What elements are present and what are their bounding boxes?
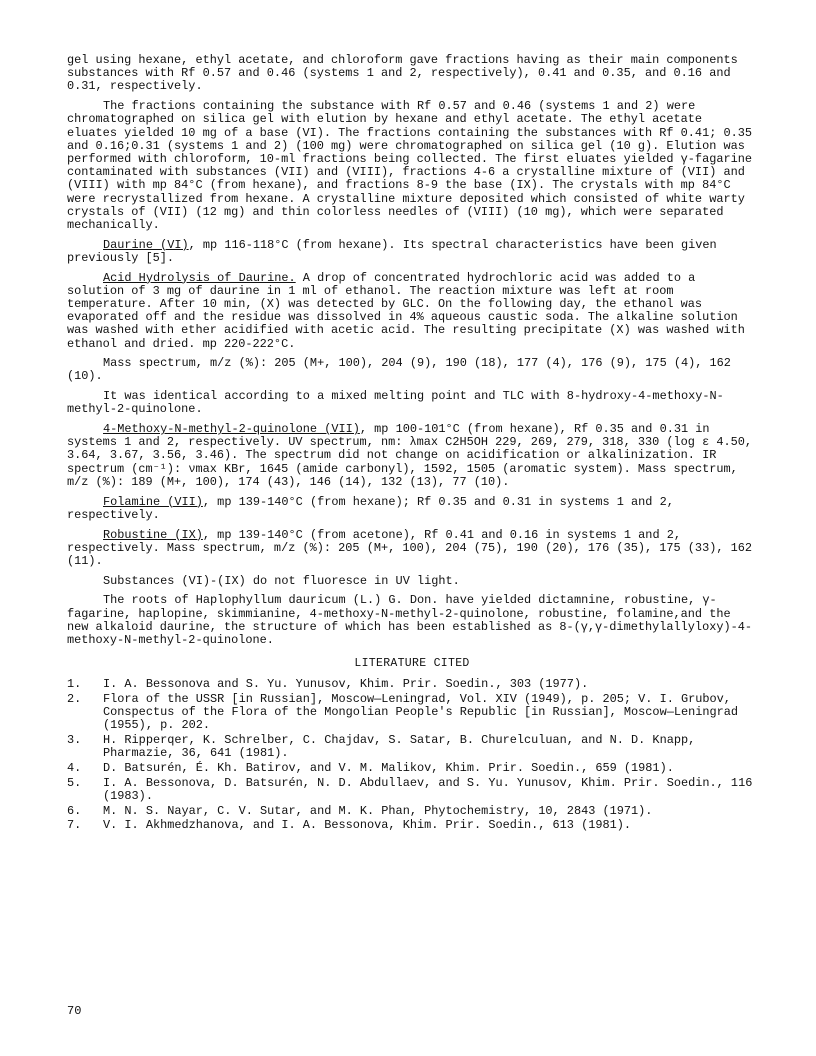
paragraph-text: , mp 139-140°C (from acetone), Rf 0.41 and 0.16 in systems 1 and 2, respectively. Mass spectrum, m/z (%): 205 (M+, 100), 204 (75), 190 (20), 176 (35), 175 (33), 162 (11). [67, 527, 753, 568]
reference-item [67, 819, 757, 832]
reference-number: 6. [67, 803, 82, 818]
reference-item [67, 734, 757, 760]
reference-item [67, 805, 757, 818]
reference-item [67, 762, 757, 775]
paragraph: gel using hexane, ethyl acetate, and chloroform gave fractions having as their main components substances with Rf 0.57 and 0.46 (systems 1 and 2, respectively), 0.41 and 0.35, and 0.16 and 0.31, respectively. [67, 53, 738, 94]
reference-number: 5. [67, 775, 82, 790]
section-heading: Acid Hydrolysis of Daurine. [103, 270, 296, 285]
paragraph: Mass spectrum, m/z (%): 205 (M+, 100), 204 (9), 190 (18), 177 (4), 176 (9), 175 (4), 162 (10). [67, 356, 731, 384]
compound-heading: Robustine (IX) [103, 527, 203, 542]
reference-text: H. Ripperqer, K. Schrelber, C. Chajdav, S. Satar, B. Churelculuan, and N. D. Knapp, Pharmazie, 36, 641 (1981). [103, 733, 696, 761]
reference-number: 3. [67, 733, 82, 748]
reference-text: Flora of the USSR [in Russian], Moscow—Leningrad, Vol. XIV (1949), p. 205; V. I. Grubov, Conspectus of the Flora of the Mongolian People's Republic [in Russian], Moscow—Leningrad (1955), p. 202. [103, 692, 739, 733]
reference-number: 2. [67, 692, 82, 707]
reference-list [67, 678, 757, 832]
compound-heading: Folamine (VII) [103, 494, 203, 509]
reference-number: 7. [67, 818, 82, 833]
reference-text: V. I. Akhmedzhanova, and I. A. Bessonova, Khim. Prir. Soedin., 613 (1981). [103, 818, 632, 833]
reference-item [67, 693, 757, 733]
reference-item [67, 678, 757, 691]
paragraph: The fractions containing the substance with Rf 0.57 and 0.46 (systems 1 and 2) were chromatographed on silica gel with elution by hexane and ethyl acetate. The ethyl acetate eluates yielded 10 mg of a base (VI). The fractions containing the substances with Rf 0.41; 0.35 and 0.16;0.31 (systems 1 and 2) (100 mg) were chromatographed on silica gel (10 g). Elution was performed with chloroform, 10-ml fractions being collected. The first eluates yielded γ-fagarine contaminated with substances (VII) and (VIII), fractions 4-6 a crystalline mixture of (VII) and (VIII) with mp 84°C (from hexane), and fractions 8-9 the base (IX). The crystals with mp 84°C were recrystallized from hexane. A crystalline mixture deposited which consisted of white warty crystals of (VII) (12 mg) and thin colorless needles of (VIII) (10 mg), which were separated mechanically. [67, 99, 753, 232]
reference-text: D. Batsurén, É. Kh. Batirov, and V. M. Malikov, Khim. Prir. Soedin., 659 (1981). [103, 761, 674, 776]
references-heading: LITERATURE CITED [354, 657, 470, 671]
reference-item [67, 777, 757, 803]
paragraph: Substances (VI)-(IX) do not fluoresce in UV light. [103, 573, 460, 588]
reference-text: I. A. Bessonova, D. Batsurén, N. D. Abdullaev, and S. Yu. Yunusov, Khim. Prir. Soedin., 116 (1983). [103, 775, 753, 803]
paragraph [67, 529, 757, 569]
reference-text: M. N. S. Nayar, C. V. Sutar, and M. K. Phan, Phytochemistry, 10, 2843 (1971). [103, 803, 653, 818]
reference-number: 1. [67, 677, 82, 692]
compound-heading: Daurine (VI) [103, 237, 189, 252]
reference-number: 4. [67, 761, 82, 776]
paragraph: It was identical according to a mixed melting point and TLC with 8-hydroxy-4-methoxy-N-methyl-2-quinolone. [67, 389, 724, 417]
compound-heading: 4-Methoxy-N-methyl-2-quinolone (VII) [103, 422, 360, 437]
paragraph-text: , mp 100-101°C (from hexane), Rf 0.35 and 0.31 in systems 1 and 2, respectively. UV spectrum, nm: λmax C2H5OH 229, 269, 279, 318, 330 (log ε 4.50, 3.64, 3.67, 3.56, 3.46). The spectrum did not change on acidification or alkalinization. IR spectrum (cm⁻¹): νmax KBr, 1645 (amide carbonyl), 1592, 1505 (aromatic system). Mass spectrum, m/z (%): 189 (M+, 100), 174 (43), 146 (14), 132 (13), 77 (10). [67, 422, 753, 489]
paragraph [67, 239, 757, 265]
paragraph-text: , mp 139-140°C (from hexane); Rf 0.35 and 0.31 in systems 1 and 2, respectively. [67, 494, 674, 522]
paragraph-text: , mp 116-118°C (from hexane). Its spectral characteristics have been given previously [5]. [67, 237, 717, 265]
paragraph [67, 423, 757, 489]
paragraph-text: A drop of concentrated hydrochloric acid was added to a solution of 3 mg of daurine in 1 ml of ethanol. The reaction mixture was left at room temperature. After 10 min, (X) was detected by GLC. On the following day, the ethanol was evaporated off and the residue was dissolved in 4% aqueous caustic soda. The alkaline solution was washed with ether acidified with acetic acid. The resulting precipitate (X) was washed with ethanol and dried. mp 220-222°C. [67, 270, 745, 351]
paragraph: The roots of Haplophyllum dauricum (L.) G. Don. have yielded dictamnine, robustine, γ-fagarine, haplopine, skimmianine, 4-methoxy-N-methyl-2-quinolone, robustine, folamine,and the new alkaloid daurine, the structure of which has been established as 8-(γ,γ-dimethylallyloxy)-4-methoxy-N-methyl-2-quinolone. [67, 593, 753, 647]
page-number: 70 [67, 1004, 82, 1018]
paragraph [67, 496, 757, 522]
reference-text: I. A. Bessonova and S. Yu. Yunusov, Khim. Prir. Soedin., 303 (1977). [103, 677, 589, 692]
paragraph [67, 272, 757, 351]
article-body [67, 54, 757, 834]
